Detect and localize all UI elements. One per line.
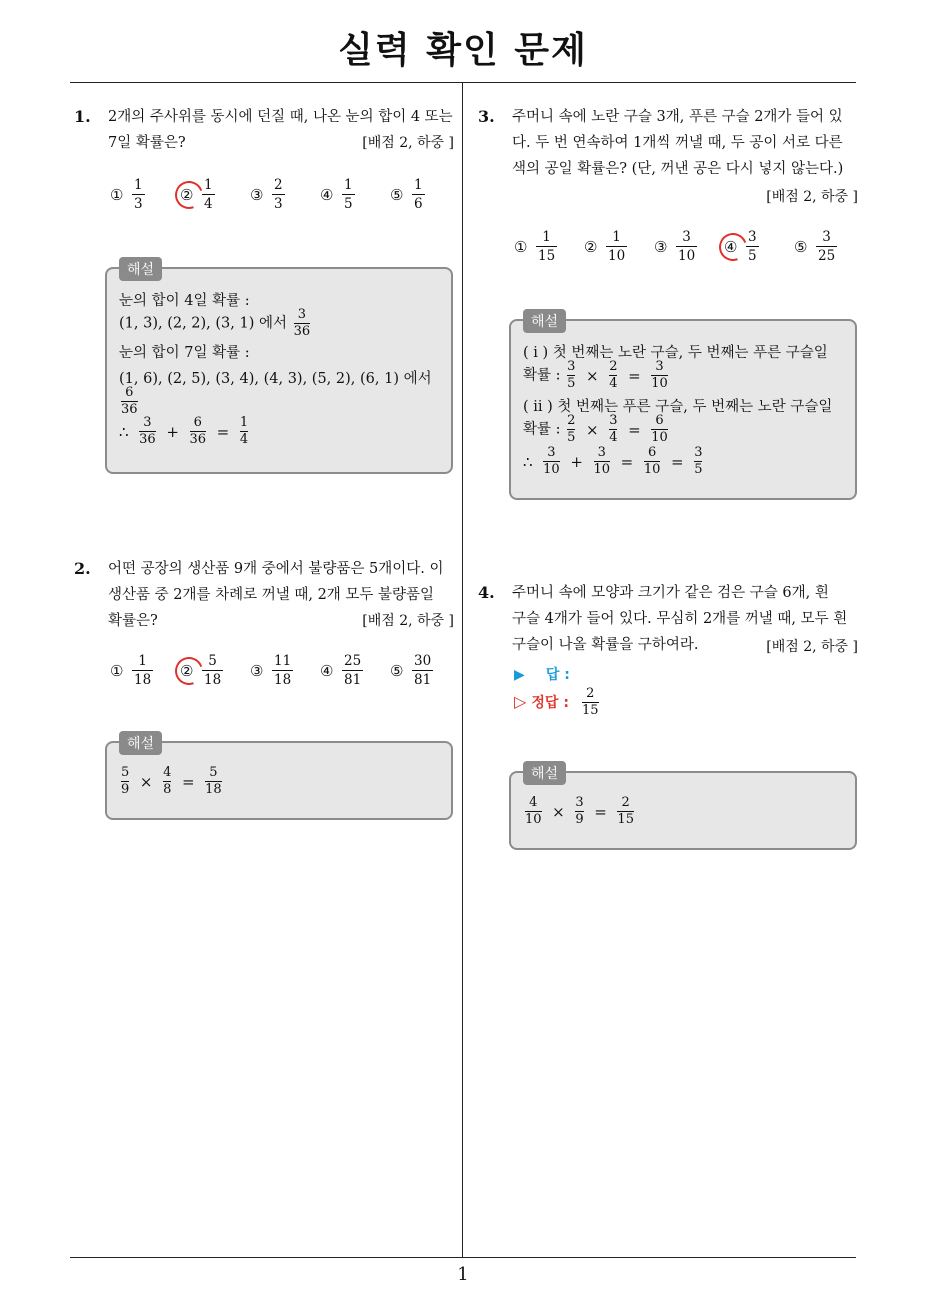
question-text-line: 색의 공일 확률은? (단, 꺼낸 공은 다시 넣지 않는다.)	[512, 161, 844, 177]
question-text-line: 어떤 공장의 생산품 9개 중에서 불량품은 5개이다. 이	[108, 561, 444, 577]
top-divider	[70, 82, 856, 83]
question-text-line: 구슬이 나올 확률을 구하여라.	[512, 637, 699, 653]
choice-fraction: 1 4	[204, 177, 213, 212]
question-text-line: 다. 두 번 연속하여 1개씩 꺼낼 때, 두 공이 서로 다른	[512, 135, 843, 151]
correct-answer-row	[514, 686, 601, 719]
choice-fraction: 3 5	[748, 229, 757, 264]
question-text-line: 확률은?	[108, 613, 158, 629]
question-text-line: 생산품 중 2개를 차례로 꺼낼 때, 2개 모두 불량품일	[108, 587, 435, 603]
question-number: 3.	[478, 107, 495, 126]
solution-tab: 해설	[523, 309, 566, 333]
answer-row[interactable]	[514, 664, 570, 684]
choice-fraction: 1 15	[538, 229, 556, 264]
choice-list: ① 1 18 ② 5 18 ③ 11 18 ④ 25 81 ⑤ 30 81	[110, 653, 432, 688]
choice-fraction: 25 81	[344, 653, 362, 688]
choice-fraction: 1 3	[134, 177, 143, 212]
solution-box-4: 해설 $\frac{4}{10}$ × $\frac{3}{9}$ = $\frac{2}{15}$	[509, 771, 857, 850]
score-info: [배점 2, 하중 ]	[766, 189, 858, 205]
question-number: 4.	[478, 583, 495, 602]
score-info: [배점 2, 하중 ]	[362, 135, 454, 151]
page-title: 실력 확인 문제	[338, 30, 588, 71]
choice-fraction: 1 10	[608, 229, 626, 264]
choice-fraction: 3 25	[818, 229, 836, 264]
choice-fraction: 5 18	[204, 653, 222, 688]
question-number: 1.	[74, 107, 91, 126]
correct-answer-fraction: $\frac{2}{15}$	[582, 686, 599, 718]
solution-tab: 해설	[119, 731, 162, 755]
choice-fraction: 1 6	[414, 177, 423, 212]
choice-fraction: 3 10	[678, 229, 696, 264]
choice-list: ① 1 15 ② 1 10 ③ 3 10 ④ 3 5 ⑤ 3 25	[514, 229, 836, 264]
solution-box-2: 해설 $\frac{5}{9}$ × $\frac{4}{8}$ = $\frac{5}{18}$	[105, 741, 453, 820]
solution-tab: 해설	[523, 761, 566, 785]
choice-fraction: 1 5	[344, 177, 353, 212]
correct-answer-label: 정답 :	[531, 695, 569, 711]
question-text-line: 주머니 속에 모양과 크기가 같은 검은 구슬 6개, 흰	[512, 585, 829, 601]
solution-tab: 해설	[119, 257, 162, 281]
score-info: [배점 2, 하중 ]	[766, 639, 858, 655]
question-number: 2.	[74, 559, 91, 578]
question-text-line: 주머니 속에 노란 구슬 3개, 푸른 구슬 2개가 들어 있	[512, 109, 843, 125]
choice-list: ① 1 3 ② 1 4 ③ 2 3 ④ 1 5 ⑤ 1 6	[110, 177, 423, 212]
answer-arrow-icon: ▶	[514, 667, 525, 683]
correct-arrow-icon: ▷	[514, 692, 527, 711]
question-text-line: 7일 확률은?	[108, 135, 186, 151]
answer-label: 답 :	[545, 667, 570, 683]
choice-fraction: 1 18	[134, 653, 152, 688]
choice-fraction: 2 3	[274, 177, 283, 212]
solution-box-3: 해설 ( i ) 첫 번째는 노란 구슬, 두 번째는 푸른 구슬일 확률 : $\frac{3}{5}$ × $\frac{2}{4}$ = $\frac{3}{10}$ ( ii ) 첫 번째는 푸른 구슬, 두 번째는 노란 구슬일 확률 : $\frac{2}{5}$ × $\frac{3}{4}$ = $\frac{6}{10}$ ∴ $\frac{3}{10}$ + $\frac{3}{10}$ = $\frac{6}{10}$ = $\frac{3}{5}$	[509, 319, 857, 500]
solution-box-1: 해설 눈의 합이 4일 확률 : (1, 3), (2, 2), (3, 1) 에서 $\frac{3}{36}$ 눈의 합이 7일 확률 : (1, 6), (2, 5), (3, 4), (4, 3), (5, 2), (6, 1) 에서 $\frac{6}{36}$ ∴ $\frac{3}{36}$ + $\frac{6}{36}$ = $\frac{1}{4}$	[105, 267, 453, 474]
bottom-divider	[70, 1257, 856, 1258]
page-number: 1	[457, 1264, 469, 1285]
question-text-line: 구슬 4개가 들어 있다. 무심히 2개를 꺼낼 때, 모두 흰	[512, 611, 848, 627]
choice-fraction: 11 18	[274, 653, 292, 688]
score-info: [배점 2, 하중 ]	[362, 613, 454, 629]
choice-fraction: 30 81	[414, 653, 432, 688]
question-text-line: 2개의 주사위를 동시에 던질 때, 나온 눈의 합이 4 또는	[108, 109, 453, 125]
column-divider	[462, 83, 463, 1257]
